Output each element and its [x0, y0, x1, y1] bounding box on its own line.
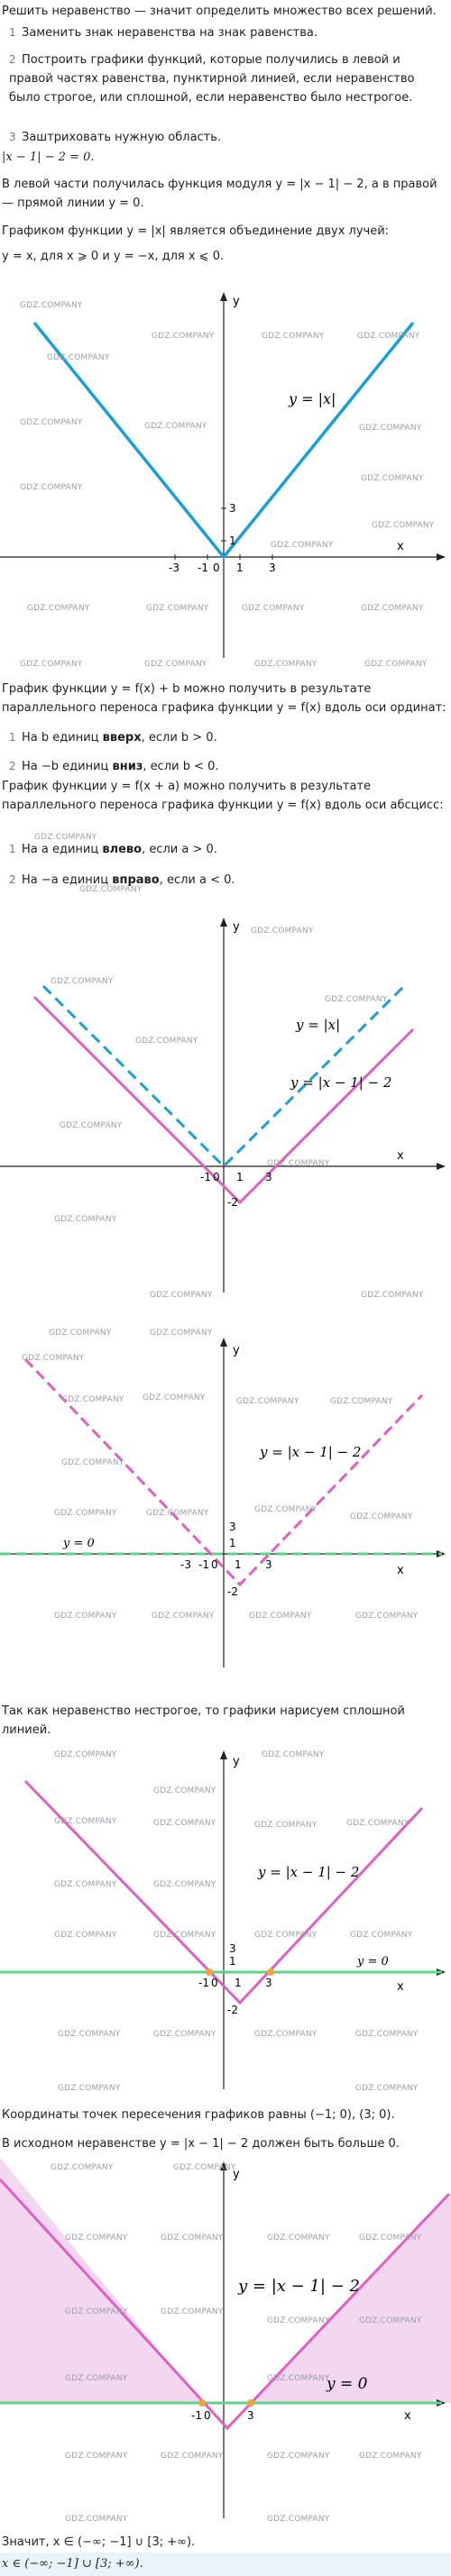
- watermark: GDZ.COMPANY: [153, 1786, 216, 1795]
- tick-label: 3: [265, 1977, 272, 1989]
- watermark: GDZ.COMPANY: [350, 1931, 413, 1940]
- graph-label-shifted: y = |x − 1| − 2: [258, 1864, 360, 1880]
- x-axis-label: x: [397, 1149, 404, 1163]
- watermark: GDZ.COMPANY: [161, 2452, 224, 2461]
- origin-label: 0: [213, 1171, 220, 1183]
- graph-label-shifted: y = |x − 1| − 2: [290, 1074, 392, 1091]
- watermark: GDZ.COMPANY: [359, 2316, 422, 2325]
- origin-label: 0: [204, 2409, 211, 2422]
- watermark: GDZ.COMPANY: [267, 2374, 330, 2383]
- graph-solution: [0, 2158, 451, 2527]
- intro-step-2: 2 Построить графики функций, которые получились в левой и правой частях равенства, пунктирной линией, если неравенство было строгое, или сплошной, если неравенство было нестрогое.: [9, 53, 415, 105]
- watermark: GDZ.COMPANY: [267, 2515, 330, 2524]
- watermark: GDZ.COMPANY: [254, 2030, 318, 2039]
- watermark: GDZ.COMPANY: [152, 1612, 215, 1621]
- origin-label: 0: [211, 1558, 218, 1571]
- watermark: GDZ.COMPANY: [262, 332, 325, 341]
- watermark: GDZ.COMPANY: [153, 1931, 216, 1940]
- watermark: GDZ.COMPANY: [242, 604, 305, 613]
- watermark: GDZ.COMPANY: [254, 1821, 318, 1830]
- watermark: GDZ.COMPANY: [58, 2030, 121, 2039]
- watermark: GDZ.COMPANY: [20, 301, 83, 310]
- watermark: GDZ.COMPANY: [58, 2084, 121, 2093]
- tick-label: -3: [169, 562, 179, 574]
- watermark: GDZ.COMPANY: [146, 604, 209, 613]
- tick-label: -2: [227, 1196, 238, 1209]
- y-axis-label: y: [233, 295, 240, 308]
- x-axis-label: x: [404, 2409, 411, 2423]
- shift-x-item-2: 2 На −a единиц вправо, если a < 0.: [9, 873, 235, 887]
- watermark: GDZ.COMPANY: [60, 1121, 123, 1130]
- watermark: GDZ.COMPANY: [150, 1329, 213, 1338]
- watermark: GDZ.COMPANY: [54, 1215, 117, 1224]
- tick-label: 3: [265, 1171, 272, 1183]
- tick-label: 1: [229, 534, 236, 547]
- watermark: GDZ.COMPANY: [359, 2233, 422, 2243]
- watermark: GDZ.COMPANY: [254, 1931, 318, 1940]
- watermark: GDZ.COMPANY: [79, 885, 143, 894]
- graph-abs-x: [0, 270, 451, 667]
- watermark: GDZ.COMPANY: [150, 1291, 213, 1300]
- shift-x-intro: График функции y = f(x + a) можно получить в результате параллельного переноса графика функции y = f(x) вдоль оси абсцисс:: [2, 780, 444, 812]
- tick-label: 3: [229, 1521, 236, 1533]
- watermark: GDZ.COMPANY: [267, 2452, 330, 2461]
- watermark: GDZ.COMPANY: [359, 2452, 422, 2461]
- watermark: GDZ.COMPANY: [236, 1397, 299, 1406]
- watermark: GDZ.COMPANY: [346, 1819, 410, 1828]
- graph-label-shifted: y = |x − 1| − 2: [260, 1444, 362, 1460]
- watermark: GDZ.COMPANY: [65, 2233, 128, 2243]
- tick-label: -2: [227, 2004, 238, 2016]
- tick-label: 1: [236, 562, 244, 574]
- watermark: GDZ.COMPANY: [65, 2374, 128, 2383]
- watermark: GDZ.COMPANY: [20, 483, 83, 492]
- watermark: GDZ.COMPANY: [161, 2233, 224, 2243]
- watermark: GDZ.COMPANY: [357, 332, 420, 341]
- y-axis-label: y: [233, 920, 240, 934]
- original-inequality-text: В исходном неравенстве y = |x − 1| − 2 должен быть больше 0.: [2, 2137, 400, 2151]
- watermark: GDZ.COMPANY: [49, 1329, 112, 1338]
- x-axis-label: x: [397, 1980, 404, 1994]
- watermark: GDZ.COMPANY: [359, 424, 422, 433]
- tick-label: -1: [198, 1558, 209, 1571]
- graph-label-abs-x: y = |x|: [289, 390, 336, 407]
- tick-label: 3: [229, 1942, 236, 1955]
- watermark: GDZ.COMPANY: [144, 422, 207, 431]
- watermark: GDZ.COMPANY: [152, 332, 215, 341]
- watermark: GDZ.COMPANY: [254, 1505, 318, 1514]
- watermark: GDZ.COMPANY: [146, 1509, 209, 1518]
- watermark: GDZ.COMPANY: [251, 927, 314, 936]
- watermark: GDZ.COMPANY: [54, 1509, 117, 1518]
- watermark: GDZ.COMPANY: [20, 418, 83, 427]
- watermark: GDZ.COMPANY: [249, 1612, 312, 1621]
- watermark: GDZ.COMPANY: [153, 1880, 216, 1889]
- watermark: GDZ.COMPANY: [22, 1354, 85, 1363]
- intro-step-3: 3 Заштриховать нужную область.: [9, 131, 222, 144]
- nonstrict-note: Так как неравенство нестрогое, то графики нарисуем сплошной линией.: [2, 1704, 405, 1737]
- graph-label-zero: y = 0: [63, 1537, 95, 1550]
- y-axis-label: y: [233, 2168, 240, 2181]
- graph-shifted: [0, 896, 451, 1307]
- watermark: GDZ.COMPANY: [34, 833, 97, 842]
- tick-label: 1: [229, 1537, 236, 1549]
- y-axis-label: y: [233, 1755, 240, 1768]
- graph-label-zero: y = 0: [357, 1955, 389, 1969]
- watermark: GDZ.COMPANY: [350, 1512, 413, 1521]
- tick-label: 1: [236, 1171, 244, 1183]
- tick-label: -1: [198, 1977, 209, 1989]
- intro-step-1: 1 Заменить знак неравенства на знак равенства.: [9, 26, 318, 40]
- intro-heading: Решить неравенство — значит определить множество всех решений.: [2, 5, 437, 18]
- graph-shifted-svg: [0, 896, 451, 1307]
- tick-label: 1: [235, 1558, 242, 1571]
- tick-label: -1: [191, 2409, 202, 2422]
- tick-label: 3: [265, 1558, 272, 1571]
- graph-solution-svg: [0, 2158, 451, 2527]
- watermark: GDZ.COMPANY: [262, 1750, 325, 1759]
- tick-label: 1: [235, 1977, 242, 1989]
- graph-label-abs-x-dashed: y = |x|: [296, 1017, 341, 1033]
- watermark: GDZ.COMPANY: [51, 2163, 114, 2172]
- watermark: GDZ.COMPANY: [54, 1931, 117, 1940]
- watermark: GDZ.COMPANY: [144, 660, 207, 669]
- watermark: GDZ.COMPANY: [267, 2233, 330, 2243]
- watermark: GDZ.COMPANY: [153, 1819, 216, 1828]
- answer-text: x ∈ (−∞; −1] ∪ [3; +∞).: [2, 2557, 143, 2571]
- tick-label: -3: [180, 1558, 191, 1571]
- watermark: GDZ.COMPANY: [61, 1395, 124, 1404]
- watermark: GDZ.COMPANY: [173, 2163, 236, 2172]
- tick-label: 3: [269, 562, 276, 574]
- modulus-rays: y = x, для x ⩾ 0 и y = −x, для x ⩽ 0.: [2, 250, 225, 263]
- tick-label: -1: [198, 562, 208, 574]
- tick-label: 1: [229, 1955, 236, 1968]
- watermark: GDZ.COMPANY: [54, 1880, 117, 1889]
- shift-y-item-1: 1 На b единиц вверх, если b > 0.: [9, 731, 217, 744]
- answer-box: [0, 2553, 451, 2576]
- watermark: GDZ.COMPANY: [361, 1291, 424, 1300]
- conclusion-text: Значит, x ∈ (−∞; −1] ∪ [3; +∞).: [2, 2535, 196, 2549]
- graph-label-zero: y = 0: [327, 2375, 368, 2393]
- y-axis-label: y: [233, 1344, 240, 1357]
- watermark: GDZ.COMPANY: [65, 2307, 128, 2316]
- watermark: GDZ.COMPANY: [65, 2452, 128, 2461]
- watermark: GDZ.COMPANY: [267, 1159, 330, 1168]
- tick-label: -1: [200, 1171, 211, 1183]
- watermark: GDZ.COMPANY: [65, 2515, 128, 2524]
- watermark: GDZ.COMPANY: [372, 521, 435, 530]
- watermark: GDZ.COMPANY: [355, 1612, 419, 1621]
- shift-x-item-1: 1 На a единиц влево, если a > 0.: [9, 843, 217, 856]
- modulus-definition: Графиком функции y = |x| является объединение двух лучей:: [2, 224, 390, 238]
- watermark: GDZ.COMPANY: [355, 2030, 419, 2039]
- watermark: GDZ.COMPANY: [143, 1393, 206, 1402]
- watermark: GDZ.COMPANY: [27, 604, 90, 613]
- watermark: GDZ.COMPANY: [330, 1397, 393, 1406]
- x-axis-label: x: [397, 1564, 404, 1577]
- watermark: GDZ.COMPANY: [161, 2307, 224, 2316]
- watermark: GDZ.COMPANY: [61, 1458, 124, 1467]
- origin-label: 0: [213, 562, 220, 574]
- watermark: GDZ.COMPANY: [135, 1037, 198, 1046]
- graph-solid-svg: [0, 1729, 451, 2107]
- graph-solid: [0, 1729, 451, 2107]
- watermark: GDZ.COMPANY: [153, 2030, 216, 2039]
- shift-y-intro: График функции y = f(x) + b можно получить в результате параллельного переноса графика функции y = f(x) вдоль оси ординат:: [2, 682, 446, 715]
- shift-y-item-2: 2 На −b единиц вниз, если b < 0.: [9, 760, 219, 773]
- watermark: GDZ.COMPANY: [54, 1750, 117, 1759]
- watermark: GDZ.COMPANY: [54, 1817, 117, 1826]
- left-part-text: В левой части получилась функция модуля y = |x − 1| − 2, а в правой — прямой линии y = 0.: [2, 178, 437, 210]
- watermark: GDZ.COMPANY: [355, 2084, 419, 2093]
- origin-label: 0: [211, 1977, 218, 1989]
- watermark: GDZ.COMPANY: [20, 660, 83, 669]
- watermark: GDZ.COMPANY: [51, 977, 114, 986]
- watermark: GDZ.COMPANY: [364, 660, 428, 669]
- graph-label-shifted: y = |x − 1| − 2: [238, 2277, 360, 2296]
- watermark: GDZ.COMPANY: [54, 1612, 117, 1621]
- tick-label: 3: [247, 2409, 254, 2422]
- watermark: GDZ.COMPANY: [325, 995, 388, 1004]
- watermark: GDZ.COMPANY: [361, 474, 424, 483]
- watermark: GDZ.COMPANY: [47, 353, 110, 362]
- tick-label: 3: [229, 502, 236, 515]
- x-axis-label: x: [397, 540, 404, 553]
- tick-label: -2: [227, 1585, 238, 1598]
- equation: |x − 1| − 2 = 0.: [2, 151, 95, 164]
- graph-with-zero-line-svg: [0, 1307, 451, 1685]
- watermark: GDZ.COMPANY: [254, 660, 318, 669]
- intersections-text: Координаты точек пересечения графиков равны (−1; 0), (3; 0).: [2, 2108, 395, 2122]
- watermark: GDZ.COMPANY: [271, 541, 334, 550]
- watermark: GDZ.COMPANY: [361, 604, 424, 613]
- watermark: GDZ.COMPANY: [267, 2316, 330, 2325]
- graph-with-zero-line: [0, 1307, 451, 1685]
